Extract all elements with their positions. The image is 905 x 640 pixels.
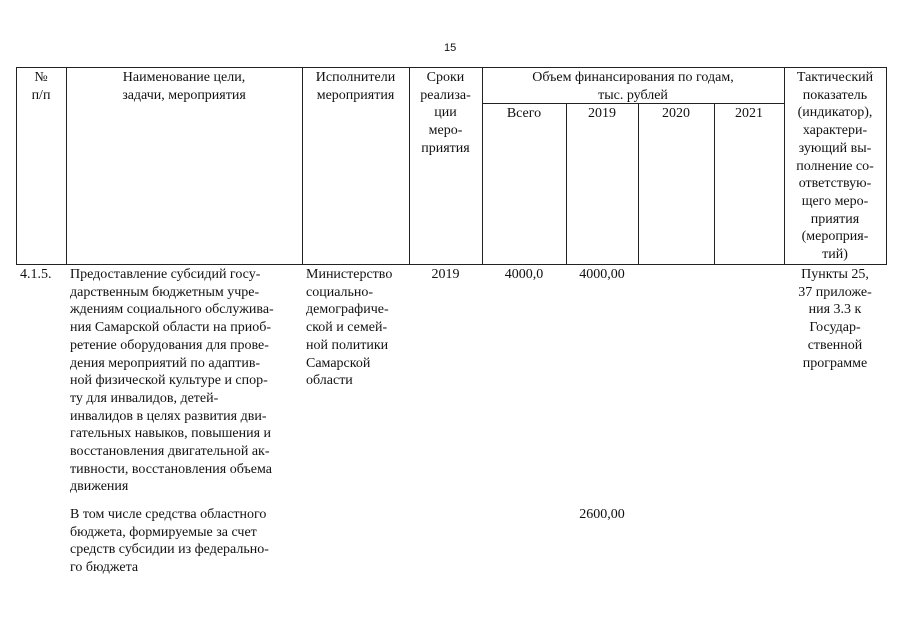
col-divider-6 — [638, 103, 639, 265]
header-num — [16, 69, 66, 104]
row-total: 4000,0 — [504, 267, 544, 282]
header-terms-line: меро- — [428, 123, 463, 139]
header-name-line: задачи, мероприятия — [122, 87, 246, 103]
header-indicator-line: тий) — [822, 247, 848, 263]
row-executor-line: области — [306, 373, 353, 389]
header-terms-line: Сроки — [426, 70, 465, 85]
header-num-line: п/п — [31, 87, 51, 103]
table-top-border — [16, 67, 886, 68]
header-executors-line: мероприятия — [316, 87, 395, 103]
header-financing — [482, 69, 784, 104]
header-indicator-line: (индикатор), — [797, 105, 873, 121]
header-executors — [302, 69, 409, 104]
row-executor-line: социально- — [306, 284, 374, 300]
subrow-year-2019: 2600,00 — [579, 507, 625, 522]
row-number: 4.1.5. — [20, 267, 52, 282]
row-indicator-line: ственной — [807, 337, 863, 353]
subrow-name-line: бюджета, формируемые за счет — [70, 524, 257, 540]
header-indicator-line: ответствую- — [798, 176, 872, 192]
row-indicator-line: ния 3.3 к — [808, 302, 862, 318]
row-name-line: Предоставление субсидий госу- — [70, 267, 261, 282]
row-name-line: движения — [70, 479, 129, 495]
header-terms — [409, 69, 482, 158]
header-indicator-line: (мероприя- — [801, 229, 869, 245]
row-name-line: гательных навыков, повышения и — [70, 426, 272, 442]
subrow-name — [70, 506, 300, 577]
row-indicator-line: Пункты 25, — [801, 267, 869, 282]
row-indicator-line: программе — [802, 355, 868, 371]
row-name-line: ту для инвалидов, детей- — [70, 390, 219, 406]
header-indicator-line: показатель — [802, 87, 868, 103]
header-year-2021: 2021 — [735, 106, 763, 121]
header-indicator-line: Тактический — [796, 70, 874, 85]
row-executor — [306, 266, 408, 390]
row-name-line: дарственным бюджетным учре- — [70, 284, 260, 300]
row-name-line: ния Самарской области на приоб- — [70, 320, 272, 336]
header-indicator-line: зующий вы- — [798, 140, 872, 156]
row-name-line: тивности, восстановления объема — [70, 461, 272, 477]
header-financing-line: тыс. рублей — [598, 87, 668, 103]
header-indicator-line: приятия — [810, 211, 860, 227]
header-bottom-border — [16, 264, 886, 265]
row-executor-line: демографиче- — [306, 302, 389, 318]
row-executor-line: Министерство — [306, 267, 393, 282]
subrow-name-line: средств субсидии из федерально- — [70, 542, 269, 558]
row-executor-line: ской и семей- — [306, 320, 388, 336]
header-terms-line: ции — [434, 105, 457, 121]
subrow-name-line: го бюджета — [70, 560, 139, 576]
row-indicator — [784, 266, 886, 372]
table-right-border — [886, 67, 887, 265]
page-number: 15 — [444, 42, 457, 54]
row-name-line: инвалидов в целях развития дви- — [70, 408, 267, 424]
row-indicator-line: Государ- — [809, 320, 861, 336]
header-financing-line: Объем финансирования по годам, — [532, 70, 734, 85]
row-term: 2019 — [431, 267, 460, 282]
header-indicator-line: характери- — [802, 123, 868, 139]
subrow-name-line: В том числе средства областного — [70, 507, 267, 522]
header-indicator-line: полнение со- — [796, 158, 874, 174]
row-name-line: ждениям социального обслужива- — [70, 302, 274, 318]
header-name-line: Наименование цели, — [122, 70, 246, 85]
col-divider-5 — [566, 103, 567, 265]
row-executor-line: Самарской — [306, 355, 371, 371]
row-year-2019: 4000,00 — [579, 267, 625, 282]
header-year-2020: 2020 — [662, 106, 690, 121]
header-executors-line: Исполнители — [315, 70, 396, 85]
header-total: Всего — [506, 106, 542, 121]
header-year-2019: 2019 — [588, 106, 616, 121]
header-num-line: № — [34, 70, 48, 85]
row-executor-line: ной политики — [306, 337, 389, 353]
header-indicator — [784, 69, 886, 264]
header-terms-line: приятия — [421, 140, 470, 156]
header-indicator-line: щего меро- — [801, 193, 869, 209]
header-name — [66, 69, 302, 104]
row-name-line: ной физической культуре и спор- — [70, 373, 268, 389]
row-name-line: восстановления двигательной ак- — [70, 444, 270, 460]
header-terms-line: реализа- — [420, 87, 471, 103]
col-divider-7 — [714, 103, 715, 265]
row-name-line: ретение оборудования для прове- — [70, 337, 269, 353]
row-name — [70, 266, 300, 496]
row-indicator-line: 37 приложе- — [798, 284, 872, 300]
row-name-line: дения мероприятий по адаптив- — [70, 355, 261, 371]
